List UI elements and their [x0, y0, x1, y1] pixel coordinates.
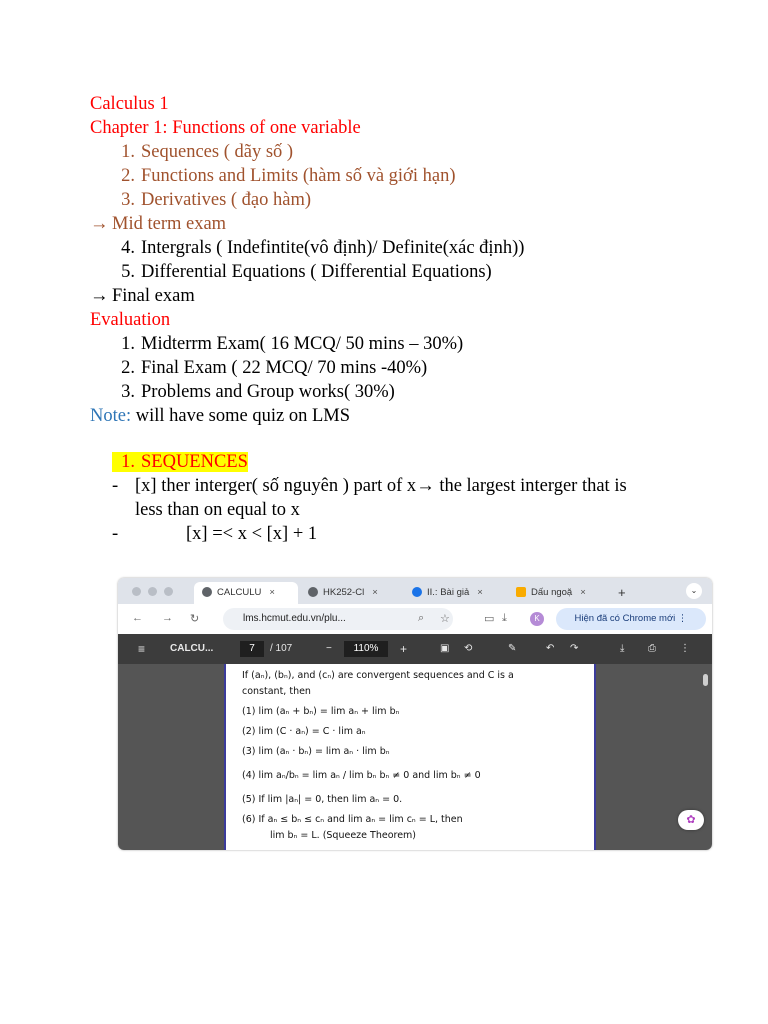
window-dot [132, 587, 141, 596]
arrow-icon: → [416, 476, 435, 496]
forward-icon[interactable]: → [162, 612, 173, 624]
note-label: Note: [90, 406, 132, 426]
window-dot [148, 587, 157, 596]
arrow-icon: → [90, 214, 109, 234]
list-item: 1. Midterrm Exam( 16 MCQ/ 50 mins – 30%) [121, 334, 464, 354]
note-line: Note: will have some quiz on LMS [90, 406, 351, 426]
midterm-line: → Mid term exam [90, 214, 227, 234]
pdf-title: CALCU... [170, 643, 214, 654]
page-text: (2) lim (C · aₙ) = C · lim aₙ [242, 726, 366, 737]
zoom-icon[interactable]: ⌕ [418, 612, 425, 624]
page-text: constant, then [242, 686, 311, 697]
list-item: 1. Sequences ( dãy số ) [121, 142, 294, 162]
final-line: → Final exam [90, 286, 195, 306]
globe-icon [308, 587, 318, 597]
browser-tab[interactable]: CALCULU × [194, 582, 298, 604]
pdf-viewer[interactable] [118, 664, 712, 850]
undo-icon[interactable]: ↶ [546, 643, 555, 654]
pdf-toolbar [118, 634, 712, 664]
download-icon[interactable]: ⤓ [502, 612, 507, 624]
print-icon[interactable]: ⎙ [648, 643, 656, 654]
browser-tab-bar [118, 578, 712, 604]
reload-icon[interactable]: ↻ [190, 613, 200, 625]
url-field[interactable]: lms.hcmut.edu.vn/plu... [223, 608, 453, 630]
list-item: 2. Functions and Limits (hàm số và giới hạn) [121, 166, 456, 186]
page-text: (1) lim (aₙ + bₙ) = lim aₙ + lim bₙ [242, 706, 400, 717]
page-text: lim bₙ = L. (Squeeze Theorem) [270, 830, 417, 841]
browser-tab[interactable]: Dấu ngoặ × [508, 582, 606, 604]
more-icon[interactable]: ⋮ [680, 643, 690, 654]
fit-page-icon[interactable]: ▣ [440, 643, 450, 654]
pdf-page [224, 664, 596, 850]
slides-icon [516, 587, 526, 597]
browser-tab[interactable]: II.: Bài giả × [404, 582, 504, 604]
doc-title: Calculus 1 [90, 94, 169, 114]
redo-icon[interactable]: ↷ [570, 643, 579, 654]
brain-extension-icon[interactable]: ✿ [678, 810, 704, 830]
zoom-level[interactable]: 110% [344, 641, 388, 657]
page-text: (5) If lim |aₙ| = 0, then lim aₙ = 0. [242, 794, 403, 805]
zoom-out-icon[interactable]: − [326, 643, 332, 654]
chrome-update-button[interactable]: Hiện đã có Chrome mới ⋮ [556, 608, 706, 630]
scrollbar[interactable] [703, 674, 708, 686]
list-item: 2. Final Exam ( 22 MCQ/ 70 mins -40%) [121, 358, 428, 378]
new-tab-button[interactable]: + [618, 585, 626, 600]
close-icon: × [477, 587, 483, 598]
list-item: 3. Problems and Group works( 30%) [121, 382, 395, 402]
close-icon: × [580, 587, 586, 598]
browser-tab[interactable]: HK252-Cl × [300, 582, 400, 604]
rotate-icon[interactable]: ⟲ [464, 643, 473, 654]
close-icon: × [269, 587, 275, 598]
page-text: (6) If aₙ ≤ bₙ ≤ cₙ and lim aₙ = lim cₙ = L, then [242, 814, 463, 825]
page-text: If (aₙ), (bₙ), and (cₙ) are convergent sequences and C is a [242, 670, 514, 681]
bullet-continuation: less than on equal to x [135, 500, 300, 520]
window-dot [164, 587, 173, 596]
download-icon[interactable]: ⤓ [620, 643, 625, 654]
back-icon[interactable]: ← [132, 612, 143, 624]
star-icon[interactable]: ☆ [440, 613, 450, 625]
arrow-icon: → [90, 286, 109, 306]
extensions-icon[interactable]: ▭ [484, 613, 495, 625]
page-text: (4) lim aₙ/bₙ = lim aₙ / lim bₙ bₙ ≠ 0 and lim bₙ ≠ 0 [242, 770, 481, 781]
draw-icon[interactable]: ✎ [508, 643, 517, 654]
drive-icon [412, 587, 422, 597]
globe-icon [202, 587, 212, 597]
evaluation-heading: Evaluation [90, 310, 171, 330]
page-number-input[interactable]: 7 [240, 641, 264, 657]
list-item: 3. Derivatives ( đạo hàm) [121, 190, 312, 210]
chapter-heading: Chapter 1: Functions of one variable [90, 118, 361, 138]
page-total: / 107 [270, 643, 293, 654]
list-item: 5. Differential Equations ( Differential Equations) [121, 262, 492, 282]
page-text: (3) lim (aₙ · bₙ) = lim aₙ · lim bₙ [242, 746, 390, 757]
chevron-down-icon[interactable]: ⌄ [686, 583, 702, 599]
embedded-screenshot [118, 578, 712, 850]
close-icon: × [372, 587, 378, 598]
avatar[interactable]: K [530, 612, 544, 626]
address-bar-row [118, 604, 712, 634]
menu-icon[interactable]: ≡ [138, 642, 146, 656]
section-heading: 1. SEQUENCES [112, 450, 248, 474]
zoom-in-icon[interactable]: + [400, 642, 408, 656]
list-item: 4. Intergrals ( Indefintite(vô định)/ Definite(xác định)) [121, 238, 525, 258]
